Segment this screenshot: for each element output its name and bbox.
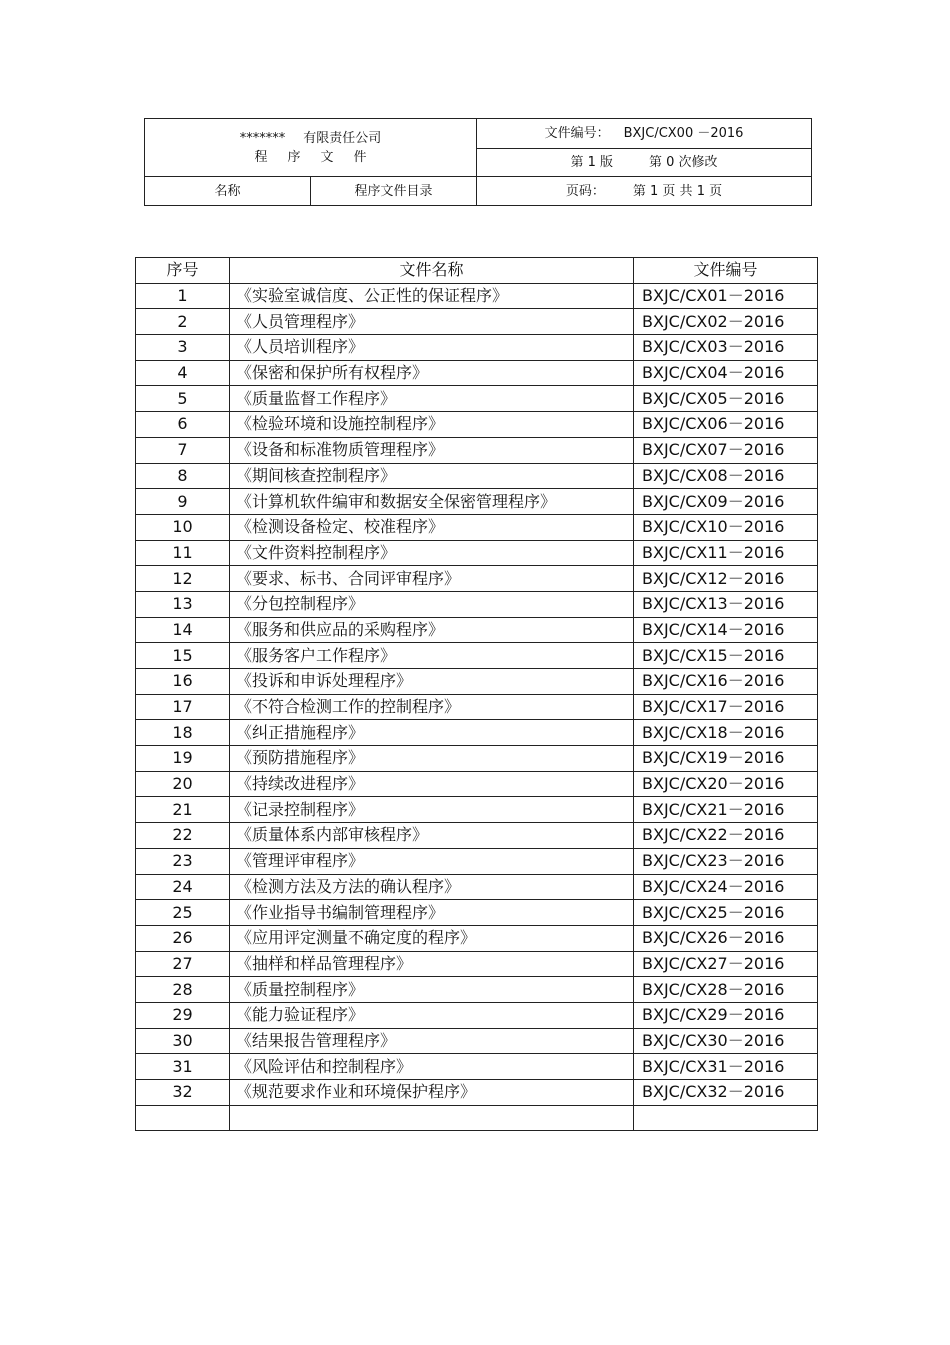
table-row xyxy=(136,848,818,874)
procedure-name: 《抽样和样品管理程序》 xyxy=(230,951,634,977)
procedure-name: 《保密和保护所有权程序》 xyxy=(230,360,634,386)
row-number: 20 xyxy=(136,771,230,797)
doc-number-label: 文件编号： xyxy=(544,126,610,141)
row-number: 1 xyxy=(136,283,230,309)
procedure-code: BXJC/CX04－2016 xyxy=(634,360,818,386)
empty-cell xyxy=(230,1105,634,1131)
table-row xyxy=(136,386,818,412)
row-number: 30 xyxy=(136,1028,230,1054)
table-row xyxy=(136,463,818,489)
row-number: 4 xyxy=(136,360,230,386)
table-row xyxy=(136,746,818,772)
procedure-name: 《实验室诚信度、公正性的保证程序》 xyxy=(230,283,634,309)
table-row xyxy=(136,283,818,309)
procedure-name: 《结果报告管理程序》 xyxy=(230,1028,634,1054)
revision: 第 0 次修改 xyxy=(649,155,718,170)
row-number: 19 xyxy=(136,746,230,772)
table-row xyxy=(136,720,818,746)
procedure-code: BXJC/CX05－2016 xyxy=(634,386,818,412)
row-number: 17 xyxy=(136,694,230,720)
procedure-name: 《投诉和申诉处理程序》 xyxy=(230,669,634,695)
procedure-code: BXJC/CX29－2016 xyxy=(634,1002,818,1028)
row-number: 16 xyxy=(136,669,230,695)
row-number: 11 xyxy=(136,540,230,566)
procedure-code: BXJC/CX15－2016 xyxy=(634,643,818,669)
procedure-code: BXJC/CX09－2016 xyxy=(634,489,818,515)
row-number: 26 xyxy=(136,925,230,951)
name-value: 程序文件目录 xyxy=(311,177,477,206)
procedure-name: 《人员管理程序》 xyxy=(230,309,634,335)
procedure-code: BXJC/CX06－2016 xyxy=(634,412,818,438)
row-number: 10 xyxy=(136,514,230,540)
row-number: 7 xyxy=(136,437,230,463)
doc-type: 程序文件 xyxy=(254,149,387,165)
procedure-code: BXJC/CX01－2016 xyxy=(634,283,818,309)
company-mask: ******* xyxy=(239,130,286,146)
row-number: 23 xyxy=(136,848,230,874)
procedure-name: 《人员培训程序》 xyxy=(230,335,634,361)
edition-cell xyxy=(477,149,812,177)
procedure-code: BXJC/CX07－2016 xyxy=(634,437,818,463)
doc-number: BXJC/CX00 －2016 xyxy=(623,126,744,141)
procedure-name: 《能力验证程序》 xyxy=(230,1002,634,1028)
procedure-code: BXJC/CX16－2016 xyxy=(634,669,818,695)
name-label: 名称 xyxy=(145,177,311,206)
table-row xyxy=(136,591,818,617)
row-number: 3 xyxy=(136,335,230,361)
procedure-name: 《应用评定测量不确定度的程序》 xyxy=(230,925,634,951)
row-number: 13 xyxy=(136,591,230,617)
row-number: 8 xyxy=(136,463,230,489)
procedure-code: BXJC/CX14－2016 xyxy=(634,617,818,643)
table-row xyxy=(136,1028,818,1054)
procedure-code: BXJC/CX13－2016 xyxy=(634,591,818,617)
procedure-code: BXJC/CX31－2016 xyxy=(634,1054,818,1080)
row-number: 27 xyxy=(136,951,230,977)
procedure-code: BXJC/CX26－2016 xyxy=(634,925,818,951)
row-number: 5 xyxy=(136,386,230,412)
empty-row xyxy=(136,1105,818,1131)
procedure-code: BXJC/CX02－2016 xyxy=(634,309,818,335)
table-row xyxy=(136,797,818,823)
table-header-row xyxy=(136,258,818,284)
table-row xyxy=(136,566,818,592)
table-row xyxy=(136,514,818,540)
procedure-name: 《检测设备检定、校准程序》 xyxy=(230,514,634,540)
row-number: 15 xyxy=(136,643,230,669)
table-row xyxy=(136,1054,818,1080)
table-row xyxy=(136,617,818,643)
procedure-code: BXJC/CX27－2016 xyxy=(634,951,818,977)
table-row xyxy=(136,771,818,797)
table-row xyxy=(136,925,818,951)
procedure-name: 《纠正措施程序》 xyxy=(230,720,634,746)
procedure-code: BXJC/CX24－2016 xyxy=(634,874,818,900)
procedure-name: 《文件资料控制程序》 xyxy=(230,540,634,566)
table-row xyxy=(136,360,818,386)
table-row xyxy=(136,643,818,669)
column-header-code: 文件编号 xyxy=(634,258,818,284)
row-number: 24 xyxy=(136,874,230,900)
table-row xyxy=(136,900,818,926)
table-row xyxy=(136,823,818,849)
procedure-name: 《期间核查控制程序》 xyxy=(230,463,634,489)
table-row xyxy=(136,412,818,438)
company-cell xyxy=(145,119,477,177)
procedure-code: BXJC/CX18－2016 xyxy=(634,720,818,746)
procedure-name: 《风险评估和控制程序》 xyxy=(230,1054,634,1080)
row-number: 31 xyxy=(136,1054,230,1080)
empty-cell xyxy=(136,1105,230,1131)
procedure-code: BXJC/CX20－2016 xyxy=(634,771,818,797)
procedure-name: 《设备和标准物质管理程序》 xyxy=(230,437,634,463)
table-row xyxy=(136,1080,818,1106)
page-value: 第 1 页 共 1 页 xyxy=(632,183,723,199)
procedure-name: 《预防措施程序》 xyxy=(230,746,634,772)
row-number: 25 xyxy=(136,900,230,926)
procedure-code: BXJC/CX10－2016 xyxy=(634,514,818,540)
table-row xyxy=(136,951,818,977)
table-row xyxy=(136,669,818,695)
procedure-code: BXJC/CX19－2016 xyxy=(634,746,818,772)
procedure-name: 《服务客户工作程序》 xyxy=(230,643,634,669)
procedure-name: 《检验环境和设施控制程序》 xyxy=(230,412,634,438)
procedure-code: BXJC/CX28－2016 xyxy=(634,977,818,1003)
row-number: 22 xyxy=(136,823,230,849)
row-number: 29 xyxy=(136,1002,230,1028)
table-body xyxy=(136,283,818,1131)
procedure-name: 《质量监督工作程序》 xyxy=(230,386,634,412)
procedure-code: BXJC/CX25－2016 xyxy=(634,900,818,926)
procedure-code: BXJC/CX21－2016 xyxy=(634,797,818,823)
column-header-no: 序号 xyxy=(136,258,230,284)
procedure-name: 《管理评审程序》 xyxy=(230,848,634,874)
column-header-name: 文件名称 xyxy=(230,258,634,284)
empty-cell xyxy=(634,1105,818,1131)
procedure-name: 《要求、标书、合同评审程序》 xyxy=(230,566,634,592)
row-number: 12 xyxy=(136,566,230,592)
procedure-list-table xyxy=(135,257,818,1131)
table-row xyxy=(136,309,818,335)
row-number: 32 xyxy=(136,1080,230,1106)
procedure-code: BXJC/CX22－2016 xyxy=(634,823,818,849)
table-row xyxy=(136,489,818,515)
procedure-name: 《作业指导书编制管理程序》 xyxy=(230,900,634,926)
table-row xyxy=(136,874,818,900)
row-number: 21 xyxy=(136,797,230,823)
procedure-code: BXJC/CX12－2016 xyxy=(634,566,818,592)
procedure-code: BXJC/CX23－2016 xyxy=(634,848,818,874)
row-number: 9 xyxy=(136,489,230,515)
procedure-name: 《检测方法及方法的确认程序》 xyxy=(230,874,634,900)
procedure-code: BXJC/CX03－2016 xyxy=(634,335,818,361)
procedure-name: 《分包控制程序》 xyxy=(230,591,634,617)
procedure-name: 《持续改进程序》 xyxy=(230,771,634,797)
row-number: 14 xyxy=(136,617,230,643)
row-number: 2 xyxy=(136,309,230,335)
procedure-code: BXJC/CX32－2016 xyxy=(634,1080,818,1106)
procedure-name: 《质量体系内部审核程序》 xyxy=(230,823,634,849)
procedure-code: BXJC/CX30－2016 xyxy=(634,1028,818,1054)
row-number: 28 xyxy=(136,977,230,1003)
company-name: 有限责任公司 xyxy=(303,130,382,146)
table-row xyxy=(136,694,818,720)
procedure-name: 《服务和供应品的采购程序》 xyxy=(230,617,634,643)
procedure-code: BXJC/CX17－2016 xyxy=(634,694,818,720)
table-row xyxy=(136,335,818,361)
page-cell xyxy=(477,177,812,206)
doc-number-cell xyxy=(477,119,812,149)
table-row xyxy=(136,437,818,463)
row-number: 6 xyxy=(136,412,230,438)
table-row xyxy=(136,540,818,566)
row-number: 18 xyxy=(136,720,230,746)
procedure-name: 《规范要求作业和环境保护程序》 xyxy=(230,1080,634,1106)
procedure-code: BXJC/CX11－2016 xyxy=(634,540,818,566)
page-label: 页码： xyxy=(565,183,605,199)
procedure-name: 《不符合检测工作的控制程序》 xyxy=(230,694,634,720)
procedure-name: 《记录控制程序》 xyxy=(230,797,634,823)
procedure-name: 《计算机软件编审和数据安全保密管理程序》 xyxy=(230,489,634,515)
procedure-code: BXJC/CX08－2016 xyxy=(634,463,818,489)
edition: 第 1 版 xyxy=(570,155,613,170)
procedure-name: 《质量控制程序》 xyxy=(230,977,634,1003)
table-row xyxy=(136,1002,818,1028)
document-header xyxy=(144,118,812,206)
table-row xyxy=(136,977,818,1003)
